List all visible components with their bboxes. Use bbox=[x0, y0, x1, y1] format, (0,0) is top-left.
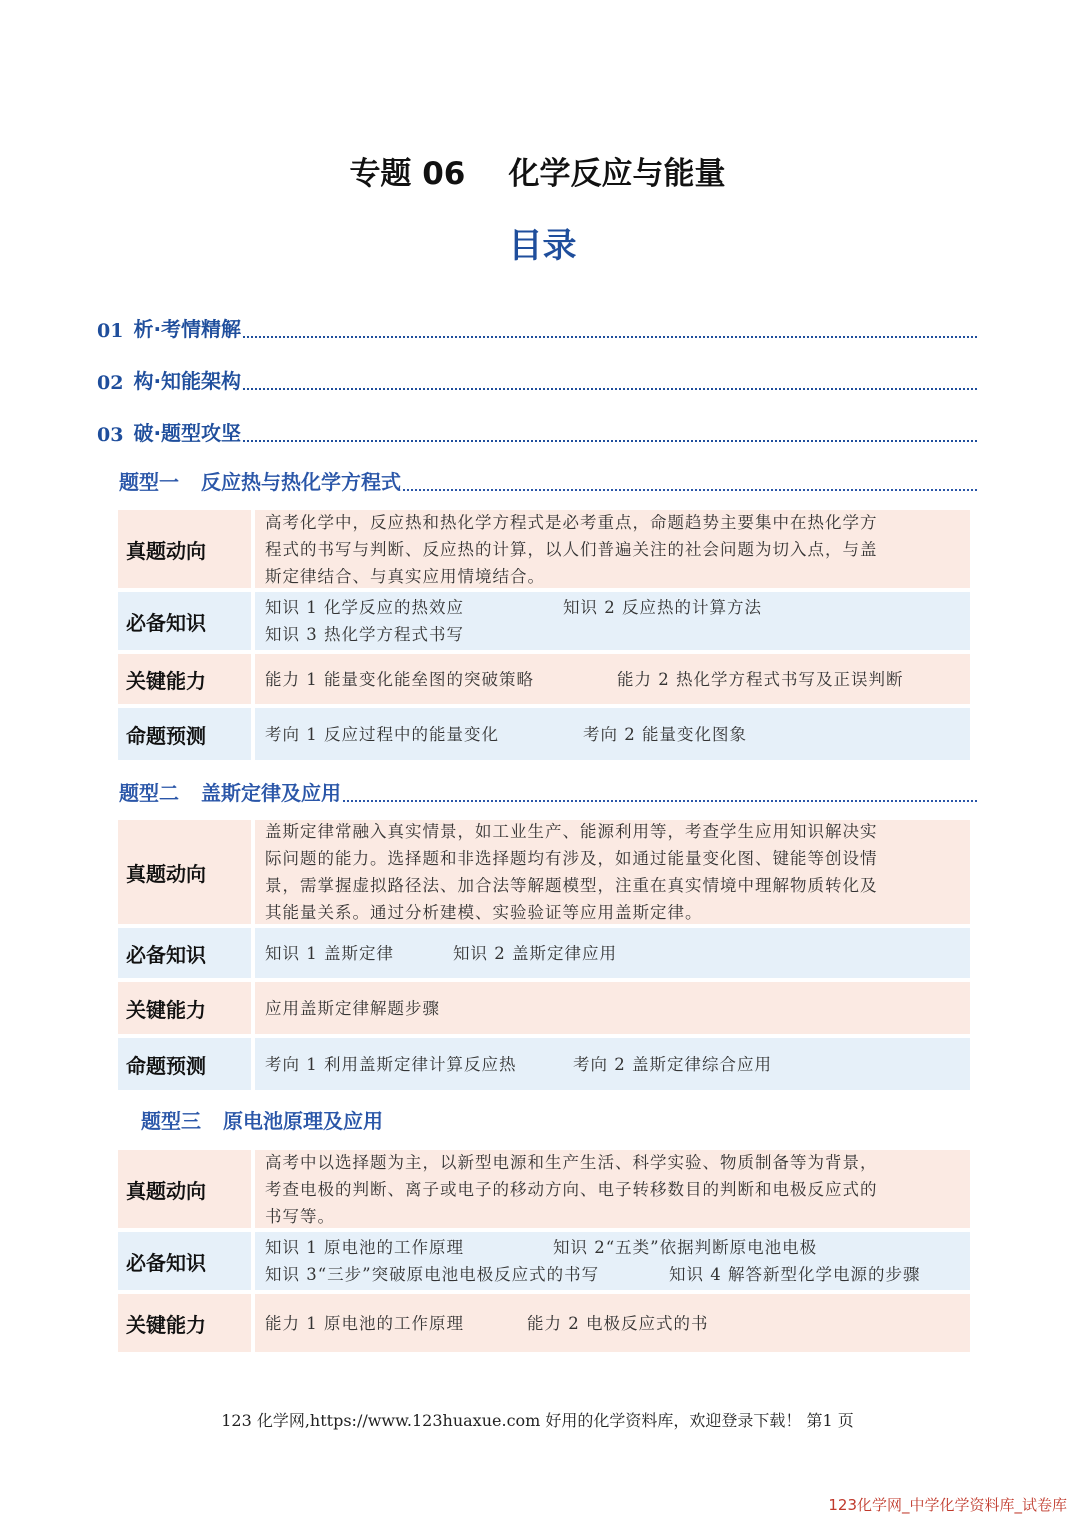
ability-item: 能力 2 电极反应式的书 bbox=[527, 1313, 709, 1333]
knowledge-item: 知识 2 反应热的计算方法 bbox=[563, 598, 762, 617]
row-content bbox=[255, 1038, 970, 1090]
row-content bbox=[255, 820, 970, 924]
row-mingti-1 bbox=[118, 708, 970, 760]
toc-leader-dots bbox=[243, 387, 977, 390]
type-heading-1[interactable] bbox=[119, 465, 977, 495]
row-label: 必备知识 bbox=[118, 928, 251, 978]
text-line: 高考中以选择题为主，以新型电源和生产生活、科学实验、物质制备等为背景， bbox=[265, 1152, 878, 1172]
ability-item: 能力 2 热化学方程式书写及正误判断 bbox=[617, 669, 904, 689]
toc-entry-number: 01 bbox=[97, 320, 124, 342]
row-content bbox=[255, 510, 970, 588]
type-title: 反应热与热化学方程式 bbox=[201, 470, 401, 494]
ability-item: 能力 1 能量变化能垒图的突破策略 bbox=[265, 669, 534, 689]
row-content bbox=[255, 592, 970, 650]
row-zhenti-3 bbox=[118, 1150, 970, 1228]
page-title: 专题 06 化学反应与能量 bbox=[349, 156, 726, 192]
type-title: 原电池原理及应用 bbox=[223, 1109, 383, 1133]
text-line: 其能量关系。通过分析建模、实验验证等应用盖斯定律。 bbox=[265, 903, 703, 922]
row-label: 真题动向 bbox=[118, 1150, 251, 1228]
toc-entry-3[interactable] bbox=[97, 414, 977, 446]
toc-entry-number: 02 bbox=[97, 372, 124, 394]
ability-item: 应用盖斯定律解题步骤 bbox=[265, 998, 440, 1018]
toc-leader-dots bbox=[243, 439, 977, 442]
toc-leader-dots bbox=[343, 800, 977, 802]
row-zhenti-1 bbox=[118, 510, 970, 588]
row-label: 必备知识 bbox=[118, 592, 251, 650]
type-heading-3[interactable] bbox=[141, 1104, 841, 1134]
toc-entry-label: 析·考情精解 bbox=[133, 317, 242, 341]
row-content bbox=[255, 928, 970, 978]
row-guanjian-3 bbox=[118, 1294, 970, 1352]
knowledge-item: 知识 3“三步”突破原电池电极反应式的书写 bbox=[265, 1265, 600, 1284]
forecast-item: 考向 2 能量变化图象 bbox=[583, 724, 747, 744]
row-content bbox=[255, 708, 970, 760]
knowledge-item: 知识 1 原电池的工作原理 bbox=[265, 1238, 464, 1257]
toc-leader-dots bbox=[243, 335, 977, 338]
row-guanjian-1 bbox=[118, 654, 970, 704]
type-number: 题型一 bbox=[119, 470, 179, 494]
text-line: 斯定律结合、与真实应用情境结合。 bbox=[265, 566, 545, 586]
knowledge-item: 知识 2 盖斯定律应用 bbox=[453, 943, 617, 963]
row-label: 命题预测 bbox=[118, 1038, 251, 1090]
row-label: 关键能力 bbox=[118, 654, 251, 704]
row-content bbox=[255, 1294, 970, 1352]
type-number: 题型三 bbox=[141, 1109, 201, 1133]
ability-item: 能力 1 原电池的工作原理 bbox=[265, 1313, 464, 1333]
row-guanjian-2 bbox=[118, 982, 970, 1034]
text-line: 盖斯定律常融入真实情景，如工业生产、能源利用等，考查学生应用知识解决实 bbox=[265, 822, 878, 841]
text-line: 际问题的能力。选择题和非选择题均有涉及，如通过能量变化图、键能等创设情 bbox=[265, 849, 878, 868]
knowledge-item: 知识 1 化学反应的热效应 bbox=[265, 598, 464, 617]
type-title: 盖斯定律及应用 bbox=[201, 781, 341, 805]
row-mingti-2 bbox=[118, 1038, 970, 1090]
row-bibei-1 bbox=[118, 592, 970, 650]
type-number: 题型二 bbox=[119, 781, 179, 805]
toc-heading: 目录 bbox=[508, 226, 577, 266]
toc-entry-2[interactable] bbox=[97, 362, 977, 394]
row-label: 命题预测 bbox=[118, 708, 251, 760]
knowledge-item: 知识 1 盖斯定律 bbox=[265, 943, 394, 963]
row-zhenti-2 bbox=[118, 820, 970, 924]
toc-entry-label: 构·知能架构 bbox=[133, 369, 242, 393]
knowledge-item: 知识 3 热化学方程式书写 bbox=[265, 625, 464, 644]
row-label: 关键能力 bbox=[118, 982, 251, 1034]
row-content bbox=[255, 1150, 970, 1228]
row-label: 真题动向 bbox=[118, 820, 251, 924]
row-content bbox=[255, 982, 970, 1034]
text-line: 高考化学中，反应热和热化学方程式是必考重点，命题趋势主要集中在热化学方 bbox=[265, 512, 878, 532]
knowledge-item: 知识 2“五类”依据判断原电池电极 bbox=[553, 1238, 818, 1257]
row-label: 关键能力 bbox=[118, 1294, 251, 1352]
row-content bbox=[255, 1232, 970, 1290]
forecast-item: 考向 1 反应过程中的能量变化 bbox=[265, 724, 499, 744]
toc-leader-dots bbox=[403, 489, 977, 491]
forecast-item: 考向 2 盖斯定律综合应用 bbox=[573, 1054, 772, 1074]
forecast-item: 考向 1 利用盖斯定律计算反应热 bbox=[265, 1054, 517, 1074]
text-line: 考查电极的判断、离子或电子的移动方向、电子转移数目的判断和电极反应式的 bbox=[265, 1179, 878, 1199]
knowledge-item: 知识 4 解答新型化学电源的步骤 bbox=[669, 1265, 921, 1284]
toc-entry-number: 03 bbox=[97, 424, 124, 446]
row-label: 必备知识 bbox=[118, 1232, 251, 1290]
page-footer: 123 化学网,https://www.123huaxue.com 好用的化学资料库，欢迎登录下载！ 第1 页 bbox=[221, 1411, 854, 1430]
row-bibei-2 bbox=[118, 928, 970, 978]
text-line: 程式的书写与判断、反应热的计算，以人们普遍关注的社会问题为切入点，与盖 bbox=[265, 539, 878, 559]
toc-entry-1[interactable] bbox=[97, 310, 977, 342]
watermark: 123化学网_中学化学资料库_试卷库 bbox=[828, 1496, 1067, 1514]
text-line: 书写等。 bbox=[265, 1206, 335, 1226]
row-label: 真题动向 bbox=[118, 510, 251, 588]
row-bibei-3 bbox=[118, 1232, 970, 1290]
text-line: 景，需掌握虚拟路径法、加合法等解题模型，注重在真实情境中理解物质转化及 bbox=[265, 876, 878, 895]
type-heading-2[interactable] bbox=[119, 776, 977, 806]
row-content bbox=[255, 654, 970, 704]
toc-entry-label: 破·题型攻坚 bbox=[133, 421, 242, 445]
